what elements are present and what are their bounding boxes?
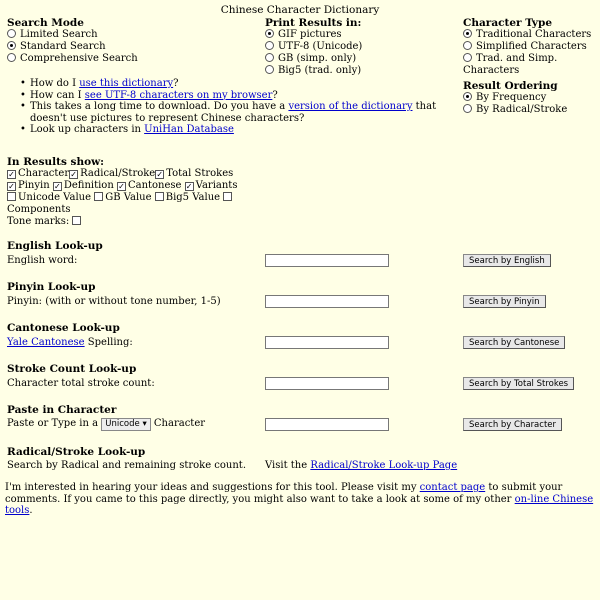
checkbox-unicode-value[interactable]: Unicode Value xyxy=(7,192,91,203)
radio-icon[interactable] xyxy=(265,53,274,62)
list-item: • Look up characters in UniHan Database xyxy=(12,124,452,136)
print-utf8[interactable]: UTF-8 (Unicode) xyxy=(265,41,362,53)
unihan-link[interactable]: UniHan Database xyxy=(144,124,234,135)
chevron-down-icon: ▾ xyxy=(142,419,147,429)
search-mode-heading: Search Mode xyxy=(7,17,84,29)
checkbox-icon[interactable] xyxy=(94,192,103,201)
order-frequency[interactable]: By Frequency xyxy=(463,92,598,104)
checkbox-checked-icon[interactable]: ✓ xyxy=(185,182,193,191)
checkbox-big5-value[interactable]: Big5 Value xyxy=(155,192,220,203)
radical-heading: Radical/Stroke Look-up xyxy=(7,446,146,458)
character-input[interactable] xyxy=(265,418,389,431)
pinyin-label: Pinyin: (with or without tone number, 1-5) xyxy=(7,296,221,307)
no-pictures-version-link[interactable]: version of the dictionary xyxy=(288,101,413,112)
stroke-count-input[interactable] xyxy=(265,377,389,390)
checkbox-definition[interactable]: ✓ Definition xyxy=(53,180,114,191)
print-big5[interactable]: Big5 (trad. only) xyxy=(265,65,362,77)
search-mode-comprehensive[interactable]: Comprehensive Search xyxy=(7,53,138,65)
search-english-button[interactable]: Search by English xyxy=(463,254,551,267)
radical-visit: Visit the Radical/Stroke Look-up Page xyxy=(265,460,458,471)
search-mode-group xyxy=(7,17,138,65)
checkbox-icon[interactable] xyxy=(7,192,16,201)
checkbox-pinyin[interactable]: ✓ Pinyin xyxy=(8,180,50,191)
checkbox-checked-icon[interactable]: ✓ xyxy=(70,170,77,179)
checkbox-components-label: Components xyxy=(7,204,71,215)
search-character-button[interactable]: Search by Character xyxy=(463,418,562,431)
radio-icon[interactable] xyxy=(7,29,16,38)
checkbox-checked-icon[interactable]: ✓ xyxy=(8,182,15,191)
char-type-traditional[interactable]: Traditional Characters xyxy=(463,29,598,41)
char-type-simplified[interactable]: Simplified Characters xyxy=(463,41,598,53)
character-type-group xyxy=(463,17,598,116)
print-results-group xyxy=(265,17,362,77)
checkbox-components-icon[interactable] xyxy=(223,192,232,201)
radio-icon[interactable] xyxy=(463,53,472,62)
use-dictionary-link[interactable]: use this dictionary xyxy=(79,78,174,89)
search-cantonese-button[interactable]: Search by Cantonese xyxy=(463,336,565,349)
chinese-tools-link[interactable]: on-line Chinese tools xyxy=(5,493,594,516)
pinyin-heading: Pinyin Look-up xyxy=(7,281,96,293)
list-item: • How can I see UTF-8 characters on my browser? xyxy=(12,90,452,102)
radio-icon[interactable] xyxy=(265,41,274,50)
checkbox-character[interactable]: ✓ Character xyxy=(8,168,70,179)
utf8-help-link[interactable]: see UTF-8 characters on my browser xyxy=(84,89,273,101)
checkbox-radical-stroke[interactable]: ✓ Radical/Stroke xyxy=(70,168,156,179)
radio-selected-icon[interactable] xyxy=(7,41,16,50)
checkbox-gb-value[interactable]: GB Value xyxy=(94,192,151,203)
list-item: • How do I use this dictionary? xyxy=(12,78,452,90)
english-input[interactable] xyxy=(265,254,389,267)
radical-stroke-page-link[interactable]: Radical/Stroke Look-up Page xyxy=(310,460,458,471)
stroke-label: Character total stroke count: xyxy=(7,378,155,389)
cantonese-heading: Cantonese Look-up xyxy=(7,322,120,334)
pinyin-input[interactable] xyxy=(265,295,389,308)
checkbox-checked-icon[interactable]: ✓ xyxy=(156,170,164,179)
yale-cantonese-link[interactable]: Yale Cantonese xyxy=(7,337,85,348)
print-gif[interactable]: GIF pictures xyxy=(265,29,362,41)
checkbox-checked-icon[interactable]: ✓ xyxy=(118,182,125,191)
radio-icon[interactable] xyxy=(463,41,472,50)
checkbox-total-strokes[interactable]: ✓ Total Strokes xyxy=(156,168,234,179)
radical-label: Search by Radical and remaining stroke count. xyxy=(7,460,247,471)
radio-selected-icon[interactable] xyxy=(463,92,472,101)
cantonese-input[interactable] xyxy=(265,336,389,349)
radio-icon[interactable] xyxy=(7,53,16,62)
search-total-strokes-button[interactable]: Search by Total Strokes xyxy=(463,377,574,390)
results-show-heading: In Results show: xyxy=(7,156,105,168)
checkbox-tone-marks-icon[interactable] xyxy=(72,216,81,225)
char-type-both[interactable]: Trad. and Simp. Characters xyxy=(463,53,558,76)
list-item: • This takes a long time to download. Do you have a version of the dictionary that doesn't use pictures to represent Chinese characters? xyxy=(12,101,452,124)
checkbox-icon[interactable] xyxy=(155,192,164,201)
character-type-heading: Character Type xyxy=(463,17,553,29)
radio-selected-icon[interactable] xyxy=(463,29,472,38)
stroke-heading: Stroke Count Look-up xyxy=(7,363,137,375)
footer-text: I'm interested in hearing your ideas and suggestions for this tool. Please visit my contact page to submit your comments. If you came to this page directly, you might also want to take a look at some of my other on-line Chinese tools. xyxy=(5,482,594,516)
checkbox-checked-icon[interactable]: ✓ xyxy=(8,170,15,179)
result-ordering-heading: Result Ordering xyxy=(463,80,558,92)
cantonese-label: Yale Cantonese Spelling: xyxy=(7,337,133,348)
contact-page-link[interactable]: contact page xyxy=(419,482,486,493)
print-gb[interactable]: GB (simp. only) xyxy=(265,53,362,65)
english-heading: English Look-up xyxy=(7,240,103,252)
radio-selected-icon[interactable] xyxy=(265,29,274,38)
search-mode-limited[interactable]: Limited Search xyxy=(7,29,138,41)
radio-icon[interactable] xyxy=(463,104,472,113)
checkbox-variants[interactable]: ✓ Variants xyxy=(185,180,238,191)
tone-marks-row: Tone marks: xyxy=(7,216,247,228)
checkbox-checked-icon[interactable]: ✓ xyxy=(53,182,61,191)
checkbox-cantonese[interactable]: ✓ Cantonese xyxy=(118,180,182,191)
print-results-heading: Print Results in: xyxy=(265,17,362,29)
paste-heading: Paste in Character xyxy=(7,404,117,416)
search-pinyin-button[interactable]: Search by Pinyin xyxy=(463,295,546,308)
search-mode-standard[interactable]: Standard Search xyxy=(7,41,138,53)
encoding-select[interactable]: Unicode ▾ xyxy=(101,418,150,431)
radio-icon[interactable] xyxy=(265,65,274,74)
order-radical[interactable]: By Radical/Stroke xyxy=(463,104,598,116)
help-links xyxy=(12,78,452,136)
paste-label: Paste or Type in a Unicode ▾ Character xyxy=(7,418,206,429)
page-title: Chinese Character Dictionary xyxy=(220,4,380,16)
english-label: English word: xyxy=(7,255,78,266)
results-show-group xyxy=(7,156,247,228)
